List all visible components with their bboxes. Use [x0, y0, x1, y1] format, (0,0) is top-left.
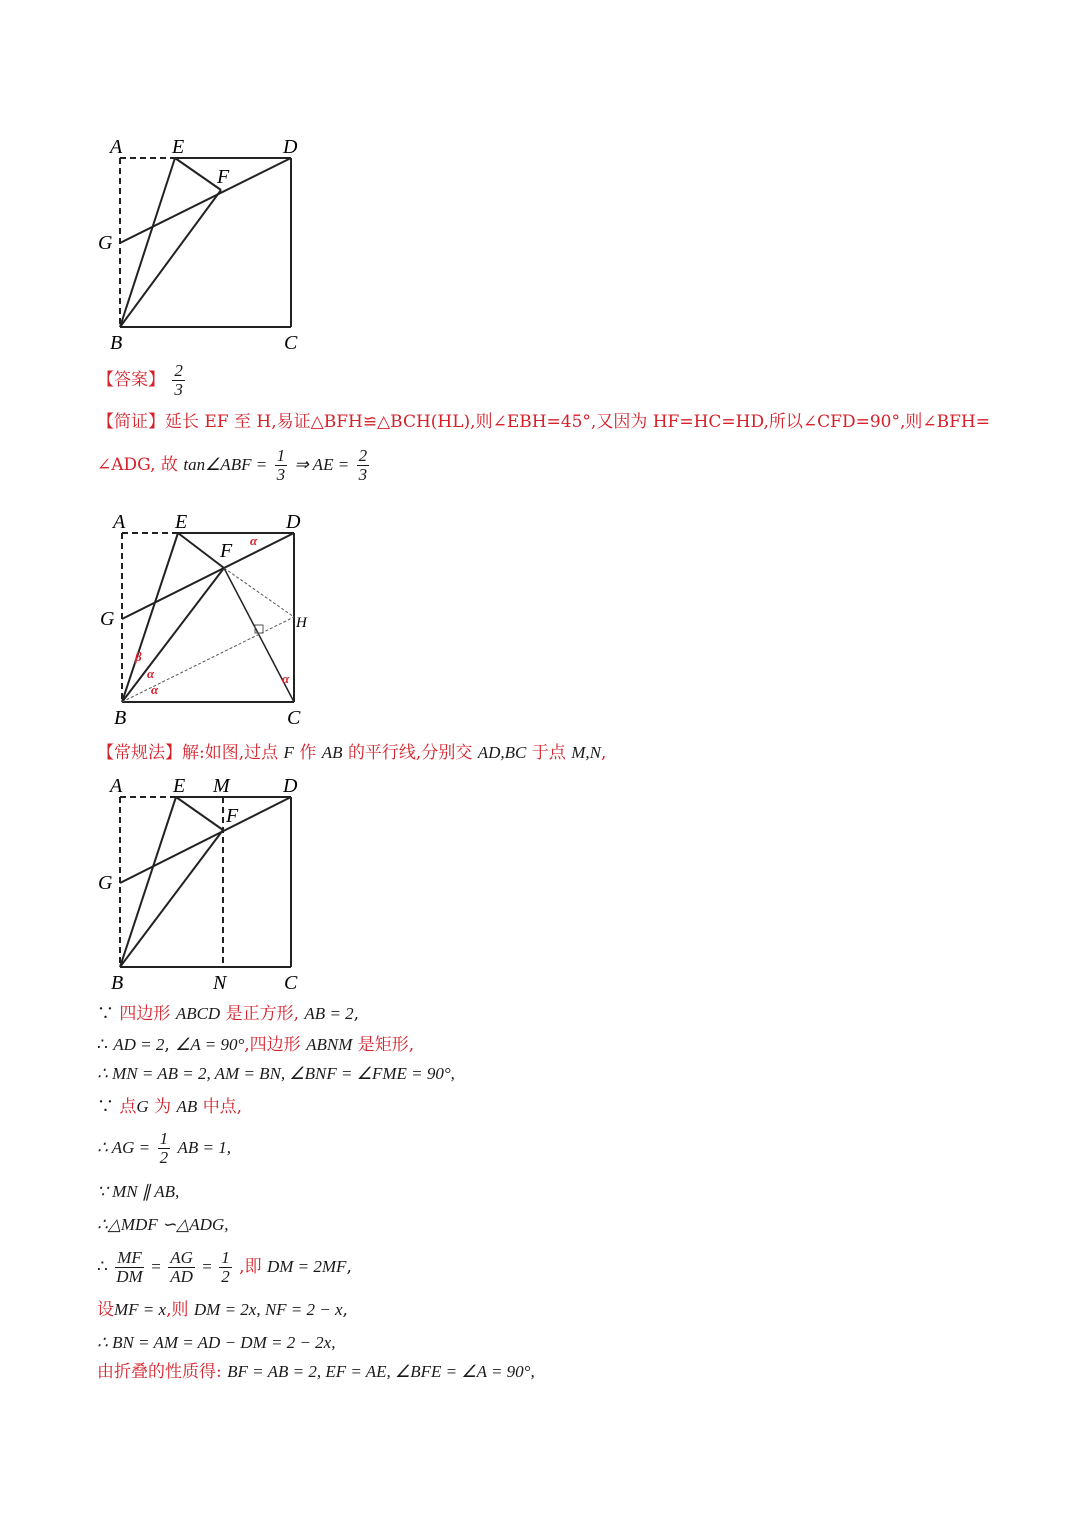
- method-point-f: F: [283, 743, 294, 762]
- step-4-text-2: 为: [154, 1097, 172, 1117]
- mf-numerator: MF: [117, 1248, 142, 1267]
- step-9: [97, 1299, 348, 1321]
- label-d: D: [283, 775, 298, 797]
- figure-square-fold-3: [92, 770, 312, 995]
- proof-tag: 【简证】: [97, 412, 165, 432]
- step-7: ∴△MDF ∽△ADG,: [97, 1215, 229, 1234]
- therefore-symbol: ∴: [97, 1257, 108, 1277]
- angle-alpha-top: α: [250, 533, 258, 548]
- method-mn: M,N: [571, 743, 601, 762]
- angle-beta: β: [135, 649, 142, 664]
- step-9-text-2: ,则: [166, 1300, 189, 1320]
- angle-alpha-b2: α: [151, 682, 159, 697]
- step-4-text-3: 中点,: [202, 1097, 243, 1117]
- label-n: N: [213, 972, 227, 994]
- label-a: A: [110, 136, 123, 158]
- answer-line: [97, 362, 187, 399]
- label-c: C: [284, 332, 298, 354]
- therefore-symbol: ∴: [97, 1035, 108, 1055]
- method-text-5: ,: [600, 743, 607, 763]
- label-e: E: [173, 775, 186, 797]
- step-1-math: AB = 2: [304, 1004, 354, 1023]
- step-1-abcd: ABCD: [175, 1004, 221, 1023]
- equals-sign: =: [151, 1257, 161, 1276]
- ag-ad-fraction: [168, 1249, 195, 1286]
- step-8-text: ,即: [239, 1257, 262, 1277]
- label-g: G: [98, 872, 113, 894]
- step-8-end: ,: [346, 1257, 352, 1277]
- step-4-text: 点: [119, 1097, 137, 1117]
- step-5-start: ∴ AG =: [97, 1138, 151, 1157]
- label-a: A: [113, 511, 126, 533]
- step-4: [97, 1096, 242, 1118]
- method-text-1: 解:如图,过点: [182, 743, 279, 763]
- proof-text-1: 延长 EF 至 H,易证△BFH≌△BCH(HL),则∠EBH=45°,又因为 HF=HC=HD,所以∠CFD=90°,则∠BFH=: [165, 412, 990, 432]
- step-2-text-2: 是矩形,: [357, 1035, 415, 1055]
- method-ad-bc: AD,BC: [477, 743, 527, 762]
- step-11: [97, 1361, 535, 1383]
- step-3: ∴ MN = AB = 2, AM = BN, ∠BNF = ∠FME = 90°,: [97, 1064, 455, 1083]
- equals-sign-2: =: [202, 1257, 212, 1276]
- ag-numerator: AG: [170, 1248, 193, 1267]
- step-5-denominator: 2: [159, 1148, 169, 1167]
- method-line: [97, 742, 606, 764]
- tan-numerator: 1: [276, 446, 286, 465]
- method-text-4: 于点: [531, 743, 566, 763]
- tan-expression: tan∠ABF =: [183, 455, 268, 474]
- answer-tag: 【答案】: [97, 370, 165, 390]
- step-8: [97, 1246, 352, 1288]
- figure-square-fold-1: [92, 128, 312, 358]
- step-11-math: BF = AB = 2, EF = AE, ∠BFE = ∠A = 90°,: [227, 1362, 535, 1381]
- answer-denominator: 3: [174, 380, 183, 399]
- step-5-end: AB = 1,: [177, 1138, 231, 1157]
- step-8-math: DM = 2MF: [266, 1257, 347, 1276]
- step-1-text-2: 是正方形,: [225, 1004, 300, 1024]
- label-b: B: [114, 707, 127, 729]
- step-6: ∵ MN ∥ AB,: [97, 1182, 180, 1201]
- label-c: C: [284, 972, 298, 994]
- method-tag: 【常规法】: [97, 743, 182, 763]
- step-1: [97, 1003, 359, 1025]
- step-9-math-2: DM = 2x, NF = 2 − x: [193, 1300, 343, 1319]
- step-2-sep: ,: [164, 1035, 170, 1055]
- label-h: H: [296, 615, 307, 631]
- method-text-3: 的平行线,分别交: [347, 743, 473, 763]
- step-2-math: AD = 2: [113, 1035, 165, 1054]
- step-1-text: 四边形: [119, 1004, 171, 1024]
- step-4-g: G: [136, 1097, 149, 1116]
- step-2-angle: ∠A = 90°: [175, 1035, 245, 1054]
- proof-text-2: ∠ADG, 故: [97, 455, 178, 475]
- label-g: G: [100, 608, 115, 630]
- label-e: E: [172, 136, 185, 158]
- label-e: E: [175, 511, 188, 533]
- ad-denominator: AD: [170, 1267, 193, 1286]
- step-4-ab: AB: [176, 1097, 198, 1116]
- proof-line-1: [97, 411, 990, 433]
- angle-alpha-b1: α: [147, 666, 155, 681]
- label-f: F: [226, 805, 239, 827]
- label-b: B: [110, 332, 123, 354]
- step-2: [97, 1034, 414, 1056]
- because-symbol: ∵: [97, 1004, 114, 1024]
- step-9-end: ,: [342, 1300, 348, 1320]
- answer-numerator: 2: [174, 361, 183, 380]
- mf-dm-fraction: [115, 1249, 144, 1286]
- step-11-text: 由折叠的性质得:: [97, 1362, 222, 1382]
- label-g: G: [98, 232, 113, 254]
- step-5-fraction: [158, 1130, 171, 1167]
- ae-denominator: 3: [358, 465, 368, 484]
- figure-square-fold-2: [92, 505, 322, 735]
- label-d: D: [283, 136, 298, 158]
- step-1-end: ,: [353, 1004, 360, 1024]
- ae-fraction: [357, 447, 370, 484]
- label-c: C: [287, 707, 301, 729]
- step-9-math: MF = x: [114, 1300, 167, 1319]
- tan-fraction: [275, 447, 288, 484]
- half-fraction: [219, 1249, 232, 1286]
- step-5: [97, 1128, 231, 1168]
- step-10: ∴ BN = AM = AD − DM = 2 − 2x,: [97, 1333, 336, 1352]
- label-f: F: [220, 540, 233, 562]
- step-2-abnm: ABNM: [306, 1035, 353, 1054]
- answer-fraction: [172, 362, 185, 399]
- half-numerator: 1: [221, 1248, 230, 1267]
- half-denominator: 2: [221, 1267, 230, 1286]
- method-ab: AB: [321, 743, 343, 762]
- method-text-2: 作: [299, 743, 317, 763]
- dm-denominator: DM: [116, 1267, 143, 1286]
- label-a: A: [110, 775, 123, 797]
- because-symbol: ∵: [97, 1097, 114, 1117]
- tan-denominator: 3: [276, 465, 286, 484]
- step-2-text: ,四边形: [244, 1035, 301, 1055]
- implies-ae: ⇒ AE =: [294, 455, 350, 474]
- step-5-numerator: 1: [159, 1129, 169, 1148]
- label-b: B: [111, 972, 124, 994]
- label-d: D: [286, 511, 301, 533]
- ae-numerator: 2: [358, 446, 368, 465]
- label-f: F: [217, 166, 230, 188]
- proof-line-2: [97, 446, 371, 484]
- label-m: M: [213, 775, 230, 797]
- angle-alpha-c: α: [282, 671, 290, 686]
- step-9-text: 设: [97, 1300, 114, 1320]
